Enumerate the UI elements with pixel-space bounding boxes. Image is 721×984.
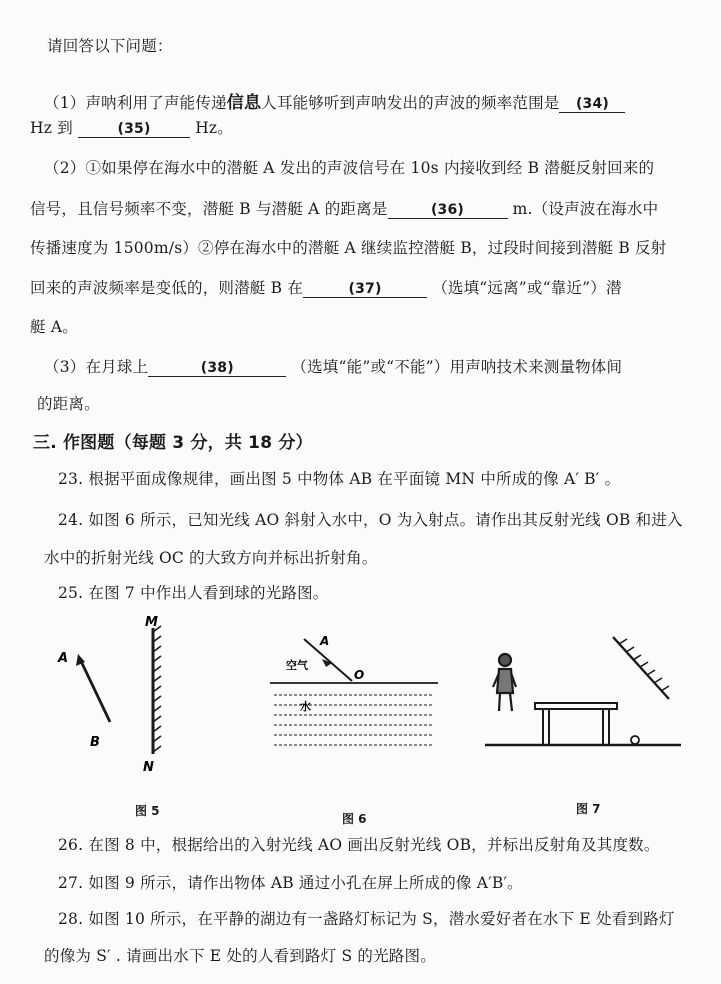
q2-line4-a: 回来的声波频率是变低的，则潜艇 B 在 [30, 279, 304, 297]
label-a: A [58, 651, 69, 666]
label-m: M [145, 615, 158, 630]
figure-5 [40, 612, 180, 782]
section-3-title: 三. 作图题（每题 3 分，共 18 分） [33, 433, 313, 453]
q2-line2-a: 信号，且信号频率不变，潜艇 B 与潜艇 A 的距离是 [30, 200, 388, 218]
q1-text-b: 人耳能够听到声呐发出的声波的频率范围是 [261, 94, 560, 112]
intro-text: 请回答以下问题： [47, 37, 173, 55]
question-28-line1: 28. 如图 10 所示，在平静的湖边有一盏路灯标记为 S，潜水爱好者在水下 E 处看到路灯 [58, 910, 675, 928]
question-23: 23. 根据平面成像规律，画出图 5 中物体 AB 在平面镜 MN 中所成的像 A′ B′ 。 [58, 470, 621, 488]
question-24-line2: 水中的折射光线 OC 的大致方向并标出折射角。 [44, 549, 378, 567]
q2-line1: （2）①如果停在海水中的潜艇 A 发出的声波信号在 10s 内接收到经 B 潜艇反射回来的 [44, 159, 655, 177]
q1-line2 [30, 116, 233, 138]
question-28-line2: 的像为 S′ . 请画出水下 E 处的人看到路灯 S 的光路图。 [44, 947, 436, 965]
label-b: B [90, 735, 100, 750]
question-26: 26. 在图 8 中，根据给出的入射光线 AO 画出反射光线 OB，并标出反射角及其度数。 [58, 836, 660, 854]
question-24-line1: 24. 如图 6 所示，已知光线 AO 斜射入水中，O 为入射点。请作出其反射光线 OB 和进入 [58, 511, 683, 529]
q2-line5: 艇 A。 [30, 318, 78, 336]
q3-text-b: （选填“能”或“不能”）用声呐技术来测量物体间 [291, 358, 623, 376]
label-o: O [354, 668, 365, 682]
figure-6 [270, 625, 440, 760]
blank-34[interactable]: (34) [559, 96, 625, 113]
q1-handwritten-answer: 信息 [226, 93, 262, 113]
q3-line2: 的距离。 [37, 395, 100, 413]
plane-mirror [613, 637, 669, 699]
q2-line4-b: （选填“远离”或“靠近”）潜 [432, 279, 622, 297]
figure-7 [485, 625, 685, 760]
blank-35[interactable]: (35) [78, 121, 190, 138]
figure-5-caption: 图 5 [135, 804, 160, 818]
q2-line3: 传播速度为 1500m/s）②停在海水中的潜艇 A 继续监控潜艇 B，过段时间接到潜艇 B 反射 [30, 239, 667, 257]
q2-line2-b: m.（设声波在海水中 [512, 200, 659, 218]
table-obstacle [535, 703, 617, 745]
q1-text-c: Hz 到 [30, 119, 73, 137]
blank-37[interactable]: (37) [303, 281, 427, 298]
q3-line1 [44, 355, 622, 377]
question-25: 25. 在图 7 中作出人看到球的光路图。 [58, 584, 329, 602]
q2-line4 [30, 276, 622, 298]
label-air: 空气 [286, 659, 308, 672]
label-water: 水 [300, 700, 311, 713]
label-n: N [143, 760, 154, 775]
q1-text-a: （1）声呐利用了声能传递 [44, 94, 227, 112]
q2-line2 [30, 197, 658, 219]
blank-36[interactable]: (36) [388, 202, 508, 219]
label-a: A [320, 634, 330, 648]
question-27: 27. 如图 9 所示，请作出物体 AB 通过小孔在屏上所成的像 A′B′。 [58, 874, 523, 892]
mirror-hatching [619, 639, 669, 691]
person-figure [493, 654, 516, 711]
q1-text-d: Hz。 [195, 119, 233, 137]
q3-text-a: （3）在月球上 [44, 358, 149, 376]
blank-38[interactable]: (38) [148, 360, 286, 377]
water-lines [274, 695, 434, 745]
object-ab [80, 659, 110, 722]
figure-7-caption: 图 7 [576, 802, 601, 816]
q1-line1 [44, 88, 625, 113]
ball [631, 736, 639, 744]
figure-6-caption: 图 6 [342, 812, 367, 826]
